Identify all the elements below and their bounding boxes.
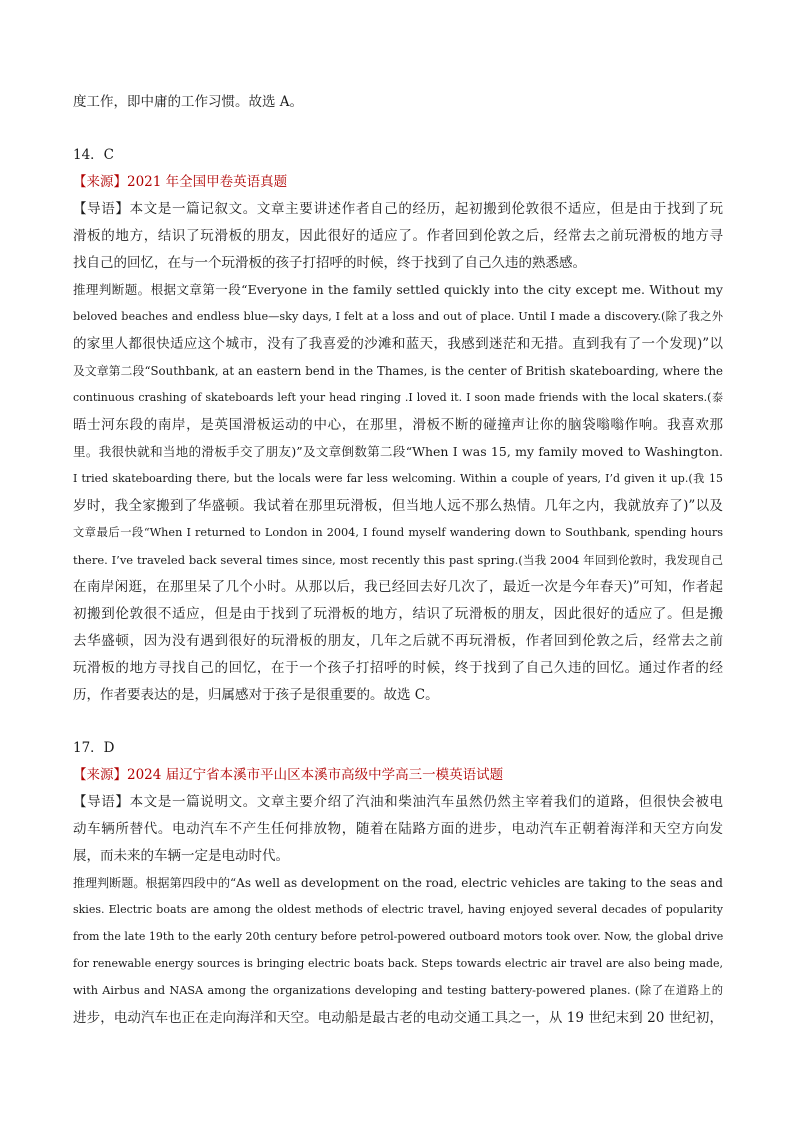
- paragraph-line: 推理判断题。根据文章第一段“Everyone in the family settled quickly into the city except me. Without my: [73, 282, 723, 297]
- intro-line: 【导语】本文是一篇说明文。文章主要介绍了汽油和柴油汽车虽然仍然主宰着我们的道路，但很快会被电: [73, 794, 723, 810]
- paragraph-line: 找自己的回忆，在与一个玩滑板的孩子打招呼的时候，终于找到了自己久违的熟悉感。: [73, 255, 586, 271]
- paragraph-line: 展，而未来的车辆一定是电动时代。: [73, 848, 289, 864]
- paragraph-line: continuous crashing of skateboards left your head ringing .I loved it. I soon made friends with the local skaters.(泰: [73, 391, 723, 404]
- paragraph-line: 历，作者要表达的是，归属感对于孩子是很重要的。故选 C。: [73, 687, 439, 703]
- answer-heading: 14．C: [73, 147, 115, 163]
- source-line: 【来源】2021 年全国甲卷英语真题: [73, 174, 288, 190]
- paragraph-line: 岁时，我全家搬到了华盛顿。我试着在那里玩滑板，但当地人远不那么热情。几年之内，我就放弃了)”以及: [73, 498, 723, 514]
- paragraph-line: 文章最后一段“When I returned to London in 2004, I found myself wandering down to Southbank, spending hours: [73, 526, 723, 539]
- paragraph-line: 滑板的地方，结识了玩滑板的朋友，因此很好的适应了。作者回到伦敦之后，经常去之前玩滑板的地方寻: [73, 228, 723, 244]
- paragraph-line: 度工作，即中庸的工作习惯。故选 A。: [73, 94, 304, 110]
- paragraph-line: 的家里人都很快适应这个城市，没有了我喜爱的沙滩和蓝天，我感到迷茫和无措。直到我有了一个发现)”以: [73, 336, 723, 352]
- paragraph-line: 里。我很快就和当地的滑板手交了朋友)”及文章倒数第二段“When I was 15, my family moved to Washington.: [73, 444, 723, 459]
- source-line: 【来源】2024 届辽宁省本溪市平山区本溪市高级中学高三一模英语试题: [73, 767, 504, 783]
- paragraph-line: 去华盛顿，因为没有遇到很好的玩滑板的朋友，几年之后就不再玩滑板，作者回到伦敦之后，经常去之前: [73, 633, 723, 649]
- paragraph-line: 动车辆所替代。电动汽车不产生任何排放物，随着在陆路方面的进步，电动汽车正朝着海洋和天空方向发: [73, 821, 723, 837]
- paragraph-line: 在南岸闲逛，在那里呆了几个小时。从那以后，我已经回去好几次了，最近一次是今年春天)”可知，作者起: [73, 579, 723, 595]
- answer-heading: 17．D: [73, 740, 115, 756]
- paragraph-line: from the late 19th to the early 20th century before petrol-powered outboard motors took over. Now, the global drive: [73, 930, 723, 943]
- paragraph-line: 推理判断题。根据第四段中的“As well as development on the road, electric vehicles are taking to the seas and: [73, 876, 723, 890]
- paragraph-line: skies. Electric boats are among the oldest methods of electric travel, having enjoyed several decades of popularity: [73, 903, 723, 916]
- paragraph-line: 玩滑板的地方寻找自己的回忆，在于一个孩子打招呼的时候，终于找到了自己久违的回忆。通过作者的经: [73, 660, 723, 676]
- intro-line: 【导语】本文是一篇记叙文。文章主要讲述作者自己的经历，起初搬到伦敦很不适应，但是由于找到了玩: [73, 201, 723, 217]
- paragraph-line: with Airbus and NASA among the organizations developing and testing battery-powered planes. (除了在道路上的: [73, 984, 723, 997]
- paragraph-line: for renewable energy sources is bringing electric boats back. Steps towards electric air travel are also being made,: [73, 957, 723, 970]
- paragraph-line: 及文章第二段“Southbank, at an eastern bend in the Thames, is the center of British skateboarding, where the: [73, 364, 723, 378]
- paragraph-line: 晤士河东段的南岸，是英国滑板运动的中心，在那里，滑板不断的碰撞声让你的脑袋嗡嗡作响。我喜欢那: [73, 417, 723, 433]
- paragraph-line: there. I’ve traveled back several times since, most recently this past spring.(当我 2004 年回到伦敦时，我发现自己: [73, 553, 723, 567]
- paragraph-line: beloved beaches and endless blue—sky days, I felt at a loss and out of place. Until I made a discovery.(除了我之外: [73, 310, 723, 323]
- paragraph-line: 初搬到伦敦很不适应，但是由于找到了玩滑板的地方，结识了玩滑板的朋友，因此很好的适应了。但是搬: [73, 606, 723, 622]
- paragraph-line: 进步，电动汽车也正在走向海洋和天空。电动船是最古老的电动交通工具之一，从 19 世纪末到 20 世纪初，: [73, 1010, 723, 1026]
- paragraph-line: I tried skateboarding there, but the locals were far less welcoming. Within a couple of years, I’d given it up.(我 15: [73, 472, 723, 485]
